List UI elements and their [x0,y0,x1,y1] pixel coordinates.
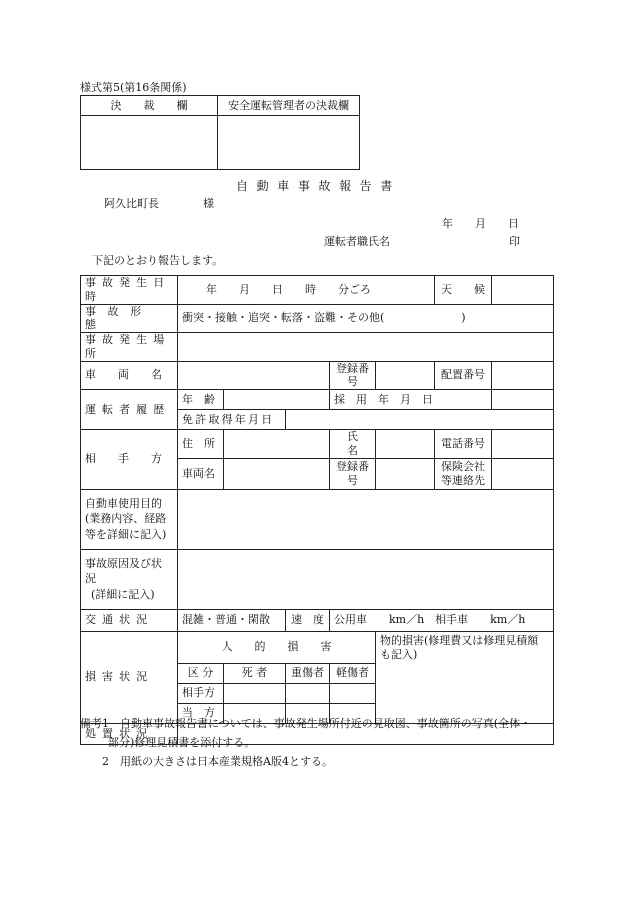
insurance-label [435,458,492,489]
age-value[interactable] [224,390,330,410]
name-value[interactable] [376,430,435,459]
col-serious: 重傷者 [286,663,330,683]
vehicle-value[interactable] [178,361,330,390]
intro-text: 下記のとおり報告します。 [92,254,224,267]
other-serious-cell[interactable] [286,683,330,703]
property-damage-line-1: 物的損害(修理費又は修理見積額 [380,633,539,647]
col-dead: 死 者 [224,663,286,683]
driver-label: 運転者履歴 [81,390,178,430]
property-damage-cell[interactable] [376,631,554,723]
insurance-value[interactable] [492,458,554,489]
other-party-label: 相 手 方 [81,430,178,490]
insurance-label-line-2: 等連絡先 [441,473,486,487]
reg-no-value[interactable] [376,361,435,390]
hire-label: 採 用 年 月 日 [330,390,492,410]
purpose-value[interactable] [178,489,554,549]
approval-table [80,95,360,170]
other-dead-cell[interactable] [224,683,286,703]
cause-label-line-3: (詳細に記入) [91,587,155,601]
type-label: 事故形態 [81,304,178,333]
insurance-label-line-1: 保険会社 [441,459,486,473]
reg-no-label: 登録番号 [330,361,376,390]
address-label: 住 所 [178,430,224,459]
license-value[interactable] [286,410,554,430]
datetime-label: 事故発生日時 [81,276,178,305]
place-label: 事故発生場所 [81,333,178,362]
phone-value[interactable] [492,430,554,459]
document-title: 自 動 車 事 故 報 告 書 [236,179,395,193]
age-label: 年 齢 [178,390,224,410]
human-damage-heading: 人 的 損 害 [178,631,376,663]
approval-col-2: 安全運転管理者の決裁欄 [218,96,360,116]
note-1-line-1: 備考1 自動車事故報告書については、事故発生場所付近の見取図、事故箇所の写真(全体・ [80,717,532,730]
property-damage-line-2: も記入) [380,648,418,662]
type-value[interactable]: 衝突・接触・追突・転落・盗難・その他( ) [178,304,554,333]
purpose-label-line-1: 自動車使用目的 [85,496,162,510]
note-1-line-2: 部分)修理見積書を添付する。 [108,736,256,749]
datetime-value[interactable]: 年 月 日 時 分ごろ [178,276,435,305]
phone-label: 電話番号 [435,430,492,459]
col-category: 区 分 [178,663,224,683]
cause-value[interactable] [178,549,554,609]
vehicle-name-label: 車両名 [178,458,224,489]
assign-no-value[interactable] [492,361,554,390]
approval-col-1: 決 裁 欄 [81,96,218,116]
purpose-label [81,489,178,549]
approval-cell-1[interactable] [81,116,218,170]
reg-no-label-2: 登録番号 [330,458,376,489]
place-value[interactable] [178,333,554,362]
purpose-label-line-3: 等を詳細に記入) [85,527,167,541]
other-minor-cell[interactable] [330,683,376,703]
speed-value[interactable]: 公用車 km／h 相手車 km／h [330,609,554,631]
addressee: 阿久比町長 様 [104,197,214,210]
report-table [80,275,554,745]
assign-no-label: 配置番号 [435,361,492,390]
cause-label [81,549,178,609]
report-date: 年 月 日 [442,217,519,230]
weather-label: 天 候 [435,276,492,305]
cause-label-line-1: 事故原因及び状 [85,556,162,570]
traffic-value[interactable]: 混雑・普通・閑散 [178,609,286,631]
name-label: 氏 名 [330,430,376,459]
hire-value[interactable] [492,390,554,410]
vehicle-label: 車 両 名 [81,361,178,390]
approval-cell-2[interactable] [218,116,360,170]
seal-mark: 印 [509,235,520,248]
license-label: 免許取得年月日 [178,410,286,430]
row-self: 当 方 [178,703,224,723]
address-value[interactable] [224,430,330,459]
reporter-label: 運転者職氏名 [324,235,390,248]
cause-label-line-2: 況 [85,572,96,586]
traffic-label: 交通状況 [81,609,178,631]
form-number: 様式第5(第16条関係) [80,81,187,94]
weather-value[interactable] [492,276,554,305]
reg-no-value-2[interactable] [376,458,435,489]
vehicle-name-value[interactable] [224,458,330,489]
col-minor: 軽傷者 [330,663,376,683]
note-2: 2 用紙の大きさは日本産業規格A版4とする。 [102,755,333,768]
damage-label: 損害状況 [81,631,178,723]
action-label: 処置状況 [81,723,178,744]
speed-label: 速 度 [286,609,330,631]
row-other-party: 相手方 [178,683,224,703]
purpose-label-line-2: (業務内容、経路 [85,512,167,526]
